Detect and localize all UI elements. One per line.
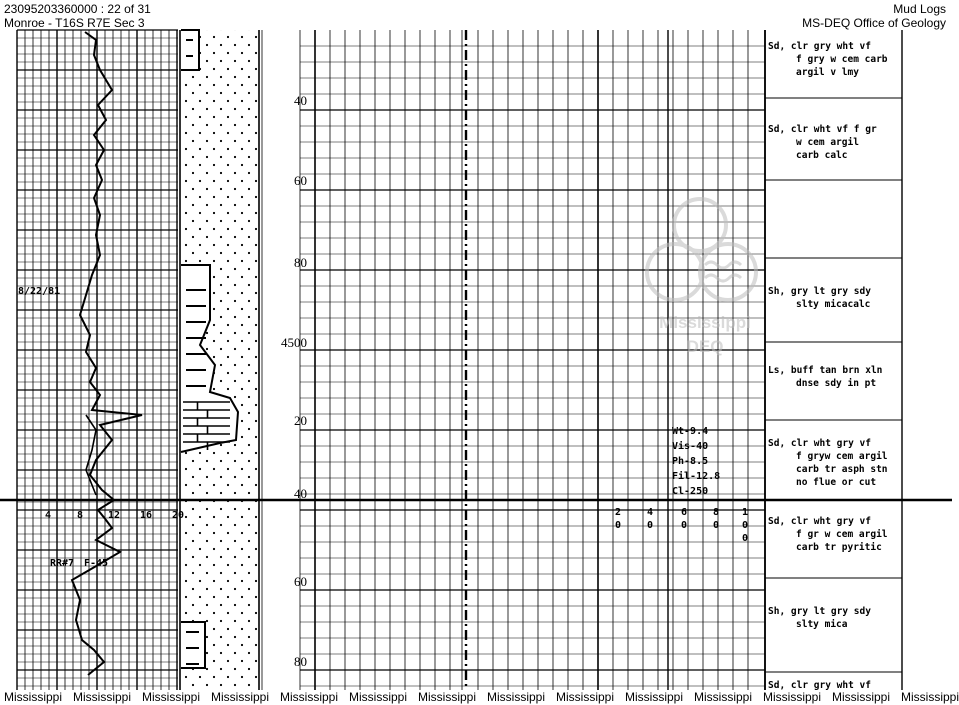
depth-label: 20 bbox=[294, 413, 307, 428]
lithology-description: Sd, clr wht gry vf bbox=[768, 438, 871, 449]
depth-label: 60 bbox=[294, 574, 307, 589]
lithology-description: Sh, gry lt gry sdy bbox=[768, 286, 871, 297]
gas-scale-label: 1 bbox=[741, 507, 749, 518]
lithology-description: dnse sdy in pt bbox=[796, 378, 877, 389]
footer-text: Mississippi bbox=[349, 690, 408, 704]
mud-property: Wt-9.4 bbox=[672, 426, 709, 437]
gas-scale-label: 0 bbox=[712, 520, 720, 531]
curve-scale-label: 12 bbox=[107, 510, 121, 521]
footer-text: Mississippi bbox=[418, 690, 477, 704]
mud-property: Vis-40 bbox=[672, 441, 709, 452]
footer-text: Mississippi bbox=[556, 690, 615, 704]
gas-scale-label: 8 bbox=[712, 507, 720, 518]
lithology-description: slty mica bbox=[796, 619, 848, 630]
lithology-description: w cem argil bbox=[796, 137, 859, 148]
lithology-description: carb calc bbox=[796, 150, 848, 161]
footer-text: Mississippi bbox=[4, 690, 63, 704]
depth-label: 40 bbox=[294, 93, 307, 108]
depth-label: 60 bbox=[294, 173, 307, 188]
secondary-curve bbox=[86, 415, 96, 495]
curve-scale-label: 16 bbox=[139, 510, 153, 521]
lithology-description: Sd, clr wht vf f gr bbox=[768, 124, 877, 135]
lithology-description: no flue or cut bbox=[796, 477, 877, 488]
depth-label: 4500 bbox=[281, 335, 307, 350]
lithology-description: f gry w cem carb bbox=[796, 54, 888, 65]
lithology-description: Sh, gry lt gry sdy bbox=[768, 606, 871, 617]
gas-scale-label: 6 bbox=[680, 507, 688, 518]
depth-label: 40 bbox=[294, 486, 307, 501]
log-curves bbox=[72, 32, 142, 675]
footer-text: Mississippi bbox=[901, 690, 959, 704]
depth-label: 80 bbox=[294, 255, 307, 270]
watermark bbox=[647, 199, 756, 356]
agency: MS-DEQ Office of Geology bbox=[802, 16, 946, 30]
bit-note-2: F-45 bbox=[84, 558, 109, 569]
description-column bbox=[768, 41, 888, 691]
footer-text: Mississippi bbox=[832, 690, 891, 704]
footer-text: Mississippi bbox=[211, 690, 270, 704]
footer-text: Mississippi bbox=[280, 690, 339, 704]
watermark-line2: DEQ bbox=[686, 337, 724, 356]
date-note: 8/22/81 bbox=[18, 286, 61, 297]
watermark-line1: Mississippi bbox=[659, 313, 751, 332]
footer-watermark-strip bbox=[0, 690, 959, 705]
curve-scale-label: 4 bbox=[44, 510, 52, 521]
curve-scale-label: 8 bbox=[76, 510, 84, 521]
gas-scale-label: 0 bbox=[741, 520, 749, 531]
shale-bed bbox=[181, 622, 205, 668]
footer-text: Mississippi bbox=[763, 690, 822, 704]
lithology-description: slty micacalc bbox=[796, 299, 871, 310]
lithology-description: Sd, clr gry wht vf bbox=[768, 41, 871, 52]
lithology-description: Sd, clr wht gry vf bbox=[768, 516, 871, 527]
footer-text: Mississippi bbox=[625, 690, 684, 704]
mud-property: Cl-250 bbox=[672, 486, 709, 497]
gas-scale-label: 0 bbox=[680, 520, 688, 531]
lithology-description: Ls, buff tan brn xln bbox=[768, 365, 883, 376]
gas-scale-label: 2 bbox=[614, 507, 622, 518]
footer-text: Mississippi bbox=[73, 690, 132, 704]
depth-labels bbox=[281, 93, 307, 669]
footer-text: Mississippi bbox=[694, 690, 753, 704]
log-notes bbox=[18, 286, 748, 569]
lithology-description: argil v lmy bbox=[796, 67, 859, 78]
footer-text: Mississippi bbox=[487, 690, 546, 704]
gas-scale-label: 4 bbox=[646, 507, 654, 518]
lithology-description: f gr w cem argil bbox=[796, 529, 888, 540]
mud-property: Fil-12.8 bbox=[672, 471, 721, 482]
bit-note: RR#7 bbox=[50, 558, 75, 569]
drill-rate-curve bbox=[72, 32, 142, 675]
gas-scale-label: 0 bbox=[646, 520, 654, 531]
gas-scale-label: 0 bbox=[741, 533, 749, 544]
doc-type: Mud Logs bbox=[893, 2, 946, 16]
depth-label: 80 bbox=[294, 654, 307, 669]
footer-text: Mississippi bbox=[142, 690, 201, 704]
lithology-description: carb tr asph stn bbox=[796, 464, 888, 475]
lithology-description: Sd, clr gry wht vf bbox=[768, 680, 871, 691]
doc-id: 23095203360000 : 22 of 31 bbox=[4, 2, 151, 16]
lithology-description: f gryw cem argil bbox=[796, 451, 888, 462]
shale-bed bbox=[181, 30, 199, 70]
gas-scale-label: 0 bbox=[614, 520, 622, 531]
mud-property: Ph-8.5 bbox=[672, 456, 709, 467]
location: Monroe - T16S R7E Sec 3 bbox=[4, 16, 145, 30]
lithology-description: carb tr pyritic bbox=[796, 542, 882, 553]
curve-scale-label: 20 bbox=[171, 510, 185, 521]
